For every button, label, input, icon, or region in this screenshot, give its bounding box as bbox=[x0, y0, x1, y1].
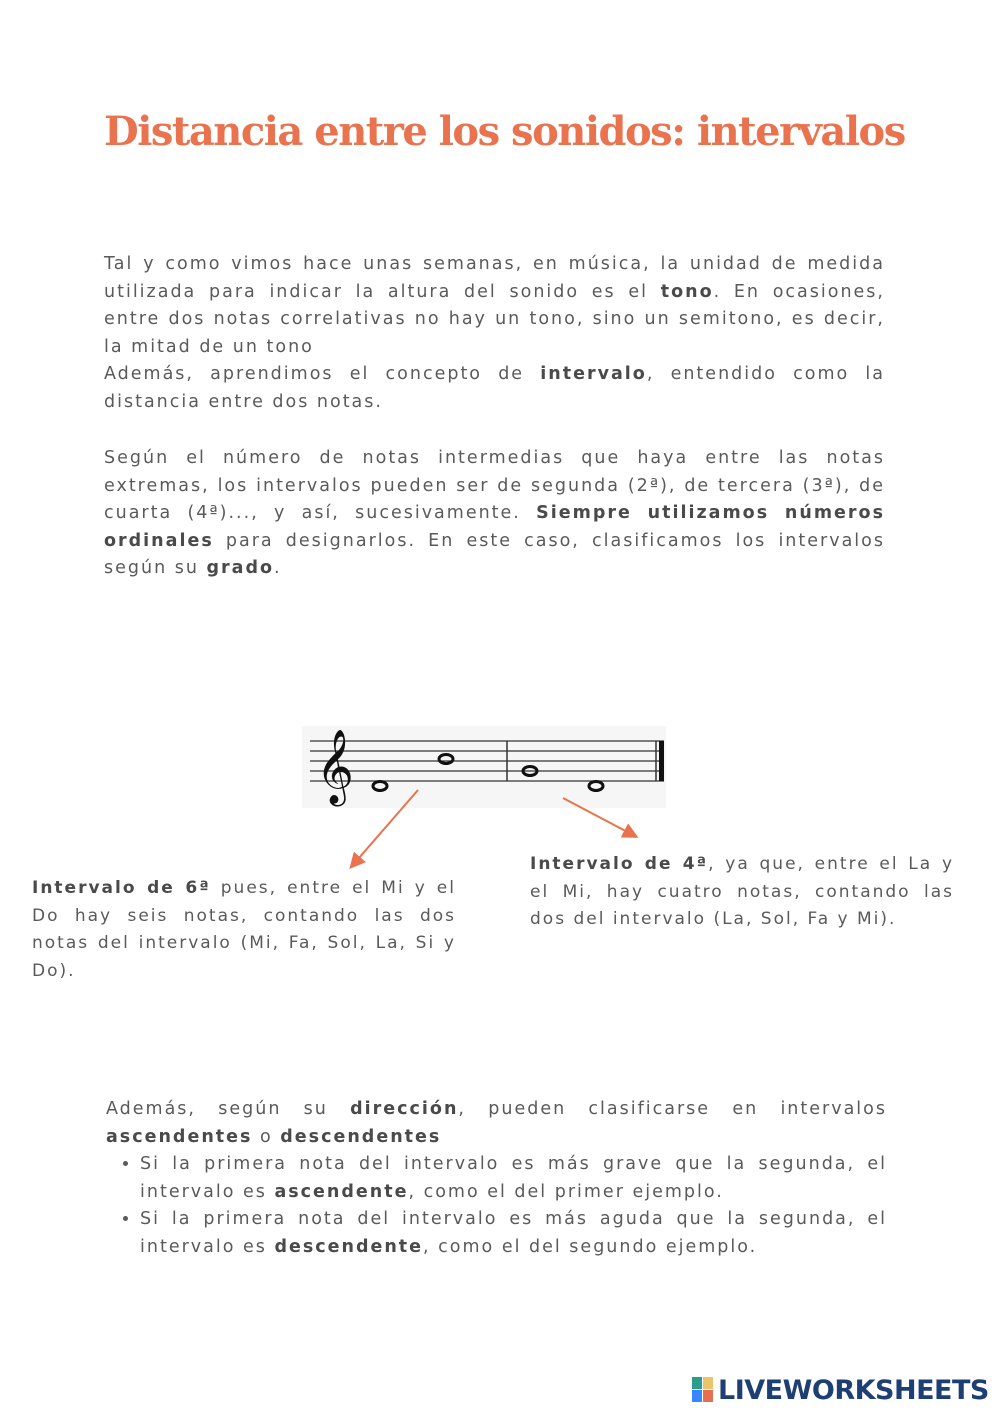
liveworksheets-logo bbox=[692, 1374, 989, 1406]
logo-text: LIVEWORKSHEETS bbox=[718, 1374, 989, 1406]
list-item: • Si la primera nota del intervalo es más aguda que la segunda, el intervalo es descendente, como el del segundo ejemplo. bbox=[140, 1206, 887, 1261]
page-title: Distancia entre los sonidos: intervalos bbox=[104, 108, 905, 155]
svg-text:𝄞: 𝄞 bbox=[316, 730, 354, 804]
arrow-icon bbox=[563, 798, 635, 836]
note-do bbox=[439, 755, 453, 764]
caption-fourth: Intervalo de 4ª, ya que, entre el La y el Mi, hay cuatro notas, contando las dos del intervalo (La, Sol, Fa y Mi). bbox=[530, 854, 954, 930]
arrow-icon bbox=[352, 790, 418, 866]
grade-paragraph: Según el número de notas intermedias que haya entre las notas extremas, los intervalos pueden ser de segunda (2ª), de tercera (3ª), de cuarta (4ª)..., y así, sucesivamente. Siempre utilizamos números ordinales para designarlos. En este caso, clasificamos los intervalos según su grado. bbox=[104, 448, 885, 579]
direction-intro: Además, según su dirección, pueden clasificarse en intervalos ascendentes o descendentes bbox=[106, 1099, 887, 1147]
list-item: • Si la primera nota del intervalo es más grave que la segunda, el intervalo es ascendente, como el del primer ejemplo. bbox=[140, 1151, 887, 1206]
direction-section bbox=[106, 1096, 887, 1262]
direction-list bbox=[106, 1151, 887, 1261]
caption-sixth: Intervalo de 6ª pues, entre el Mi y el Do hay seis notas, contando las dos notas del intervalo (Mi, Fa, Sol, La, Si y Do). bbox=[32, 878, 456, 981]
logo-badge-icon bbox=[692, 1377, 714, 1403]
final-bar-thick bbox=[659, 741, 664, 781]
intro-paragraph: Tal y como vimos hace unas semanas, en música, la unidad de medida utilizada para indicar la altura del sonido es el tono. En ocasiones, entre dos notas correlativas no hay un tono, sino un semitono, es decir, la mitad de un tono Además, aprendimos el concepto de intervalo, entendido como la distancia entre dos notas. bbox=[104, 254, 885, 412]
